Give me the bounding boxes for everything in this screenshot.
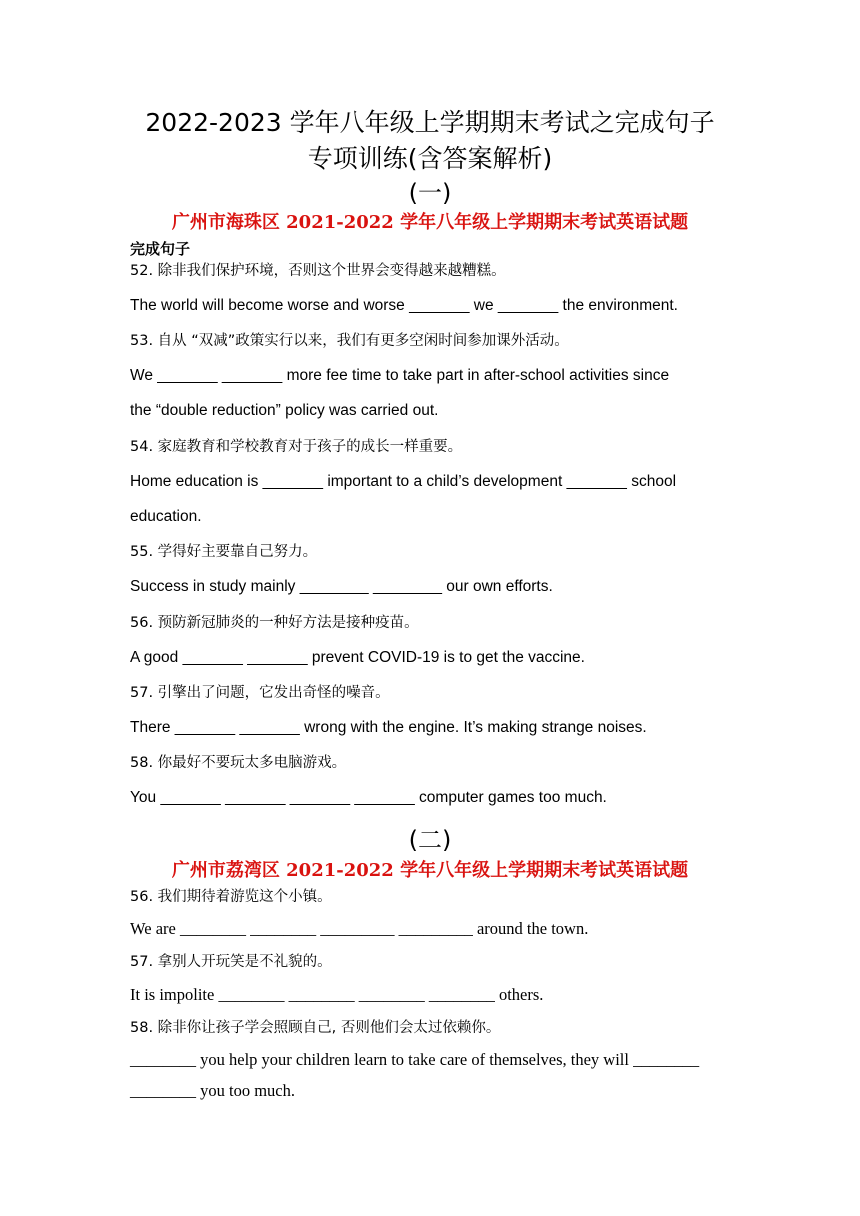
question-58-cn: 58. 你最好不要玩太多电脑游戏。	[130, 755, 347, 771]
question-56-en: A good _______ _______ prevent COVID-19 is to get the vaccine.	[130, 649, 585, 666]
question-54-cn: 54. 家庭教育和学校教育对于孩子的成长一样重要。	[130, 439, 463, 455]
document-title-line1: 2022-2023 学年八年级上学期期末考试之完成句子	[145, 108, 715, 137]
question-56-cn: 56. 预防新冠肺炎的一种好方法是接种疫苗。	[130, 615, 419, 631]
part2-question-58-cn: 58. 除非你让孩子学会照顾自己, 否则他们会太过依赖你。	[130, 1020, 501, 1036]
question-54-en-line1: Home education is _______ important to a child’s development _______ school	[130, 473, 677, 490]
part2-question-56-cn: 56. 我们期待着游览这个小镇。	[130, 889, 332, 905]
part1-heading: 广州市海珠区 2021-2022 学年八年级上学期期末考试英语试题	[171, 212, 689, 233]
question-52-cn: 52. 除非我们保护环境，否则这个世界会变得越来越糟糕。	[130, 263, 506, 279]
part2-question-57-cn: 57. 拿别人开玩笑是不礼貌的。	[130, 954, 332, 970]
question-55-en: Success in study mainly ________ ________ our own efforts.	[130, 578, 553, 595]
question-54-en-line2: education.	[130, 508, 202, 525]
part2-question-58-en-line2: ________ you too much.	[130, 1081, 295, 1100]
part2-question-57-en: It is impolite ________ ________ ________ ________ others.	[130, 985, 544, 1004]
document-title-line2: 专项训练(含答案解析)	[307, 144, 553, 173]
question-57-en: There _______ _______ wrong with the engine. It’s making strange noises.	[130, 719, 647, 736]
part2-heading: 广州市荔湾区 2021-2022 学年八年级上学期期末考试英语试题	[171, 860, 689, 881]
part2-mark: (二)	[408, 826, 452, 854]
question-53-cn: 53. 自从 “双减”政策实行以来，我们有更多空闲时间参加课外活动。	[130, 333, 569, 349]
part1-subheading: 完成句子	[130, 240, 191, 258]
question-57-cn: 57. 引擎出了问题，它发出奇怪的噪音。	[130, 685, 390, 701]
part2-question-58-en-line1: ________ you help your children learn to take care of themselves, they will ________	[130, 1050, 700, 1069]
part2-question-56-en: We are ________ ________ _________ _________ around the town.	[130, 919, 589, 938]
question-52-en: The world will become worse and worse _______ we _______ the environment.	[130, 297, 678, 314]
question-58-en: You _______ _______ _______ _______ computer games too much.	[130, 789, 607, 806]
question-53-en-line2: the “double reduction” policy was carried out.	[130, 402, 439, 419]
question-55-cn: 55. 学得好主要靠自己努力。	[130, 544, 318, 560]
part1-mark: (一)	[408, 179, 452, 207]
question-53-en-line1: We _______ _______ more fee time to take part in after-school activities since	[130, 367, 670, 384]
